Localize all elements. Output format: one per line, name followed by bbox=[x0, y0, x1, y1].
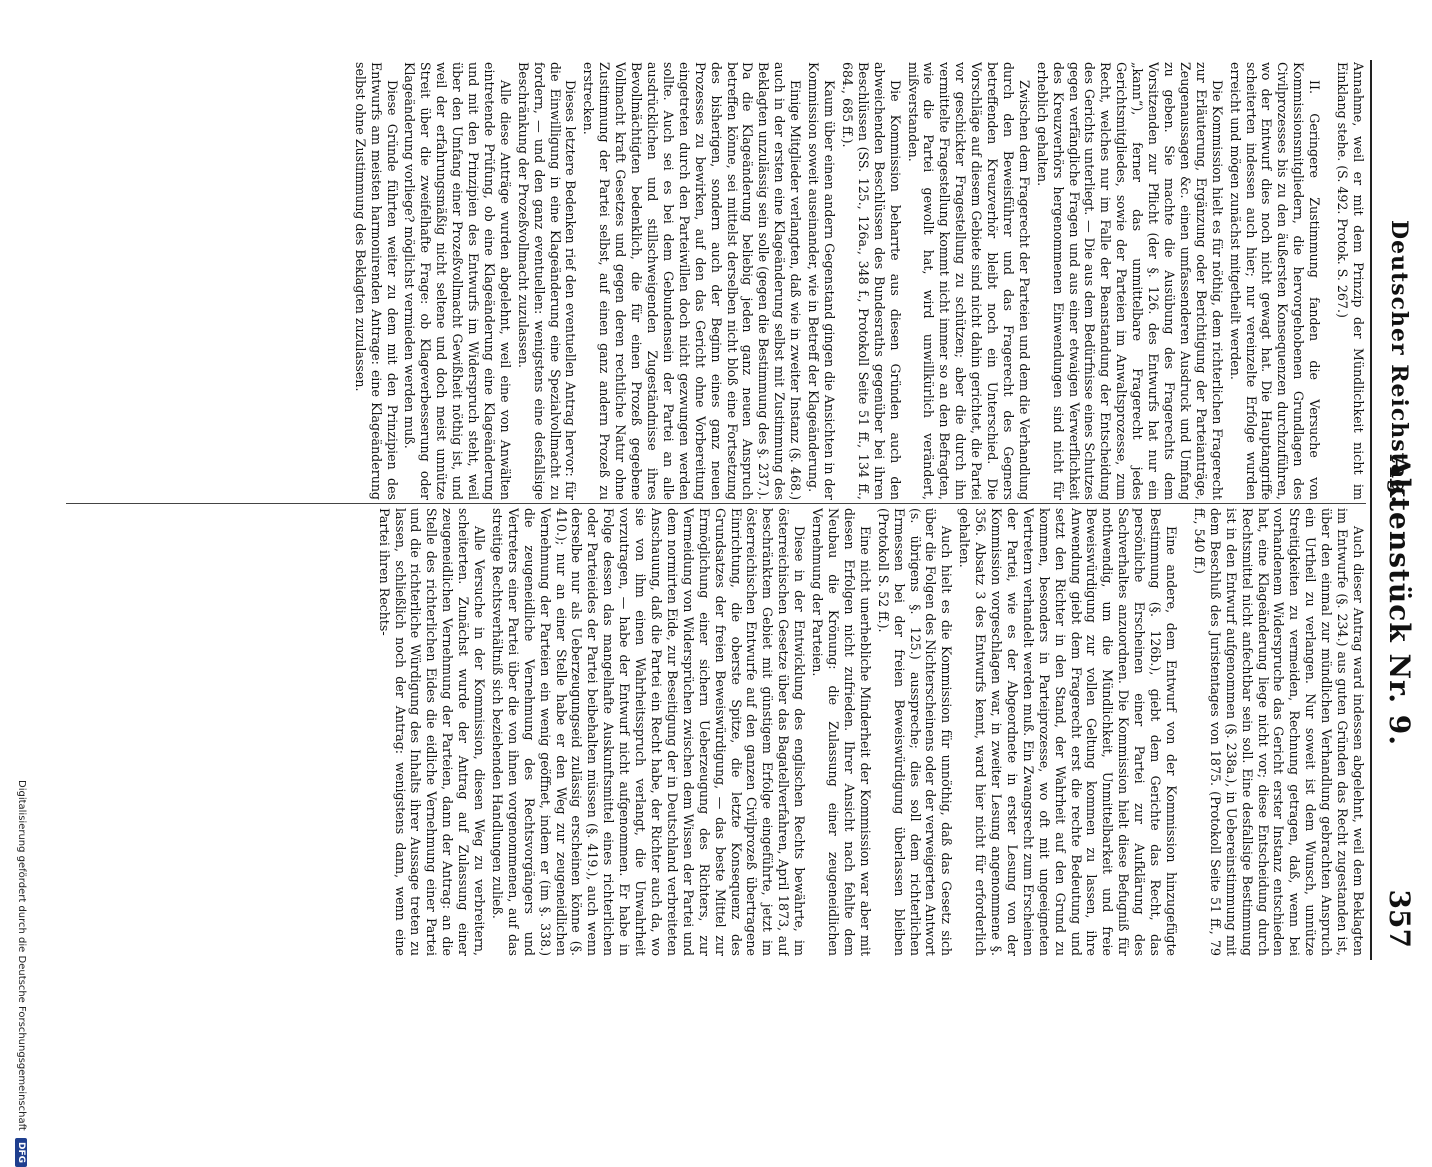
paragraph: Kaum über einen andern Gegenstand gingen die Ansichten in der Kommission soweit auseinander, wie in Betreff der Klageänderung. bbox=[806, 62, 837, 500]
paragraph: Alle Versuche in der Kommission, diesen Weg zu verbreitern, scheiterten. Zunächst wurde der Antrag auf Zulassung einer zeugeneidlichen Vernehmung der Parteien, dann der Antrag: an die Stelle des richterlichen Eides die eidliche Vernehmung einer Partei und die richterliche Würdigung des Inhalts ihrer Aussage treten zu lassen, schließlich noch der Antrag: wenigstens dann, wenn eine Partei ihren Rechts- bbox=[376, 508, 488, 956]
header-left-title: Deutscher Reichstag. bbox=[1386, 220, 1412, 505]
paragraph: Auch dieser Antrag ward indessen abgelehnt, weil dem Beklagten im Entwurfe (§. 234.) aus guten Gründen das Recht zugestanden ist, über den einmal zur mündlichen Verhandlung gebrachten Anspruch ein Urtheil zu verlangen. Nur soweit ist dem Wunsch, unnütze Streitigkeiten zu vermeiden, Rechnung getragen, daß, wenn bei vorhandenem Widerspruche das Gericht erster Instanz entschieden hat, eine Klageänderung liege nicht vor; diese Entscheidung durch Rechtsmittel nicht anfechtbar sein soll. Eine desfallsige Bestimmung ist in den Entwurf aufgenommen (§. 238a.), in Uebereinstimmung mit dem Beschluß des Juristentages von 1875. (Protokoll Seite 51 ff., 79 ff., 540 ff.) bbox=[1191, 508, 1366, 956]
column-divider bbox=[66, 503, 1366, 504]
digitization-credit bbox=[15, 780, 27, 1167]
paragraph: Die Kommission beharrte aus diesen Gründen auch den abweichenden Beschlüssen des Bundesraths gegenüber bei ihren Beschlüssen (SS. 125., 126a., 348 f., Protokoll Seite 51 ff., 134 ff., 684., 685 ff.). bbox=[839, 62, 903, 500]
page-number: 357 bbox=[1383, 889, 1416, 948]
page-header bbox=[1374, 60, 1424, 960]
paragraph: Annahme, weil er mit dem Prinzip der Mündlichkeit nicht im Einklang stehe. (S. 492. Protok. S. 267.) bbox=[1335, 62, 1366, 500]
paragraph: Diese in der Entwicklung des englischen Rechts bewährte, im österreichischen Gesetze über das Bagatellverfahren, April 1873, auf beschränktem Gebiet mit günstigem Erfolge eingeführte, jetzt im österreichischen Entwurfe auf den ganzen Civilprozeß übertragene Einrichtung, die oberste Spitze, die letzte Konsequenz des Grundsatzes der freien Beweiswürdigung, — das beste Mittel zur Ermöglichung einer sichern Ueberzeugung des Richters, zur Vermeidung von Widersprüchen zwischen dem Wissen der Partei und dem normirten Eide, zur Beseitigung der in Deutschland verbreiteten Anschauung, daß die Partei ein Recht habe, der Richter auch da, wo sie von ihm einen Wahrheitsspruch verlangt, die Unwahrheit vorzutragen, — habe der Entwurf nicht aufgenommen. Er habe in Folge dessen das mangelhafte Auskunftsmittel eines richterlichen oder Parteieides der Partei beibehalten müssen (§. 419.), auch wenn derselbe nur als Ueberzeugungseid zulässig erscheinen könne (§. 410.); nur an einer Stelle habe er den Weg zur zeugeneidlichen Vernehmung der Parteien ein wenig geöffnet, indem er (im §. 338.) die zeugeneidliche Vernehmung des Rechtsvorgängers und Vertreters einer Partei über die von ihnen vorgenommenen, auf das streitige Rechtsverhältniß sich beziehenden Handlungen zuließ. bbox=[489, 508, 808, 956]
header-document-number: Aktenstück Nr. 9. bbox=[1383, 455, 1416, 746]
header-rule bbox=[1370, 60, 1372, 960]
paragraph: Diese Gründe führten weiter zu dem mit den Prinzipien des Entwurfs am meisten harmonirenden Antrage: eine Klageänderung selbst ohne Zustimmung des Beklagten zuzulassen. bbox=[352, 62, 400, 500]
paragraph: Eine nicht unerhebliche Minderheit der Kommission war aber mit diesen Erfolgen nicht zufrieden. Ihrer Ansicht nach fehlte dem Neubau die Krönung: die Zulassung einer zeugeneidlichen Vernehmung der Parteien. bbox=[810, 508, 873, 956]
credit-text: Digitalisierung gefördert durch die Deutsche Forschungsgemeinschaft bbox=[16, 780, 27, 1131]
paragraph: Zwischen dem Fragerecht der Parteien und dem die Verhandlung durch den Beweisführer und das Fragerecht des Gegners betreffenden Kreuzverhör bleibt noch ein Unterschied. Die Vorschläge auf diesem Gebiete sind nicht dahin gerichtet, die Partei vor geschickter Fragestellung zu schützen; aber die durch ihn vermittelte Fragestellung kommt nicht immer so an den Befragten, wie die Partei gewollt hat, wird unwillkürlich verändert, mißverstanden. bbox=[905, 62, 1032, 500]
paragraph: Alle diese Anträge wurden abgelehnt, weil eine von Anwälten eintretende Prüfung, ob eine Klageänderung eine Klageänderung und mit den Prinzipien des Entwurfs im Widerspruch steht, weil über den Umfang einer Prozeßvollmacht Gewißheit nöthig ist, und weil der erfahrungsmäßig nicht seltene und doch meist unnütze Streit über die zweifelhafte Frage: ob Klageverbesserung oder Klageänderung vorliege? möglichst vermieden werden muß. bbox=[402, 62, 513, 500]
paragraph: Eine andere, dem Entwurf von der Kommission hinzugefügte Bestimmung (§. 126b.), giebt dem Gerichte das Recht, das persönliche Erscheinen einer Partei zur Aufklärung des Sachverhaltes anzuordnen. Die Kommission hielt diese Befugniß für nothwendig, um die Mündlichkeit, Unmittelbarkeit und freie Beweiswürdigung zur vollen Geltung kommen zu lassen, ihre Anwendung giebt dem Fragerecht erst die rechte Bedeutung und setzt den Richter in den Stand, der Wahrheit auf den Grund zu kommen, besonders in Parteiprozesse, wo oft mit ungeeigneten Vertretern verhandelt werden muß. Ein Zwangsrecht zum Erscheinen der Partei, wie es der Abgeordnete in erster Lesung von der Kommission vorgeschlagen war, in zweiter Lesung angenommene §. 356. Absatz 3 des Entwurfs kennt, ward hier nicht für erforderlich gehalten. bbox=[957, 508, 1180, 956]
paragraph: Die Kommission hielt es für nöthig, dem richterlichen Fragerecht zur Erläuterung, Ergänzung oder Berichtigung der Parteianträge, Zeugenaussagen &c. einen umfassenderen Ausdruck und Umfang zu geben. Sie machte die Ausübung des Fragerechts dem Vorsitzenden zur Pflicht (der §. 126. des Entwurfs hat nur ein „kann“), ferner das unmittelbare Fragerecht jedes Gerichtsmitgliedes, sowie der Parteien im Anwaltsprozesse, zum Recht, welches nur im Falle der Beanstandung der Entscheidung des Gerichts unterliegt. — Die aus dem Bedürfnisse eines Schutzes gegen verfängliche Fragen und aus einer etwaigen Verwerflichkeit des Kreuzverhörs hergenommenen Einwendungen sind nicht für erheblich gehalten. bbox=[1034, 62, 1225, 500]
paragraph: Dieses letztere Bedenken rief den eventuellen Antrag hervor: für die Einwilligung in eine Klageänderung eine Spezialvollmacht zu fordern, — und den ganz eventuellen: wenigstens eine desfallsige Beschränkung der Prozeßvollmacht zuzulassen. bbox=[515, 62, 579, 500]
right-column bbox=[66, 508, 1366, 956]
dfg-logo: DFG bbox=[15, 1138, 27, 1167]
paragraph: II. Geringere Zustimmung fanden die Versuche von Kommissionsmitgliedern, die hervorgehobenen Grundlagen des Civilprozesses bis zu den äußersten Konsequenzen durchzuführen, wo der Entwurf dies noch nicht gewagt hat. Die Hauptangriffe scheiterten indessen auch hier; nur vereinzelte Erfolge wurden erreicht und mögen zunächst mitgetheilt werden. bbox=[1227, 62, 1323, 500]
paragraph: Einige Mitglieder verlangten, daß wie in zweiter Instanz (§. 468.) auch in der ersten eine Klageänderung selbst mit Zustimmung des Beklagten unzulässig sein solle (gegen die Bestimmung des §. 237.). Da die Klageänderung beliebig jeden ganz neuen Anspruch betreffen könne, sei mittelst derselben nicht bloß eine Fortsetzung des bisherigen, sondern auch der Beginn eines ganz neuen Prozesses zu bewirken, auf den das Gericht ohne Vorbereitung eingetreten durch den Parteiwillen doch nicht gezwungen werden sollte. Auch sei es bei dem Gebundensein der Partei an alle ausdrücklichen und stillschweigenden Zugeständnisse ihres Bevollmächtigten bedenklich, die für einen Prozeß gegebene Vollmacht kraft Gesetzes und gegen deren rechtliche Natur ohne Zustimmung der Partei selbst, auf einen ganz andern Prozeß zu erstrecken. bbox=[581, 62, 804, 500]
left-column bbox=[66, 62, 1366, 500]
paragraph: Auch hielt es die Kommission für unnöthig, daß das Gesetz sich über die Folgen des Nichterscheinens oder der verweigerten Antwort (s. übrigens §. 125.) ausspreche; dies soll dem richterlichen Ermessen bei der freien Beweiswürdigung überlassen bleiben (Protokoll S. 52 ff.). bbox=[875, 508, 955, 956]
